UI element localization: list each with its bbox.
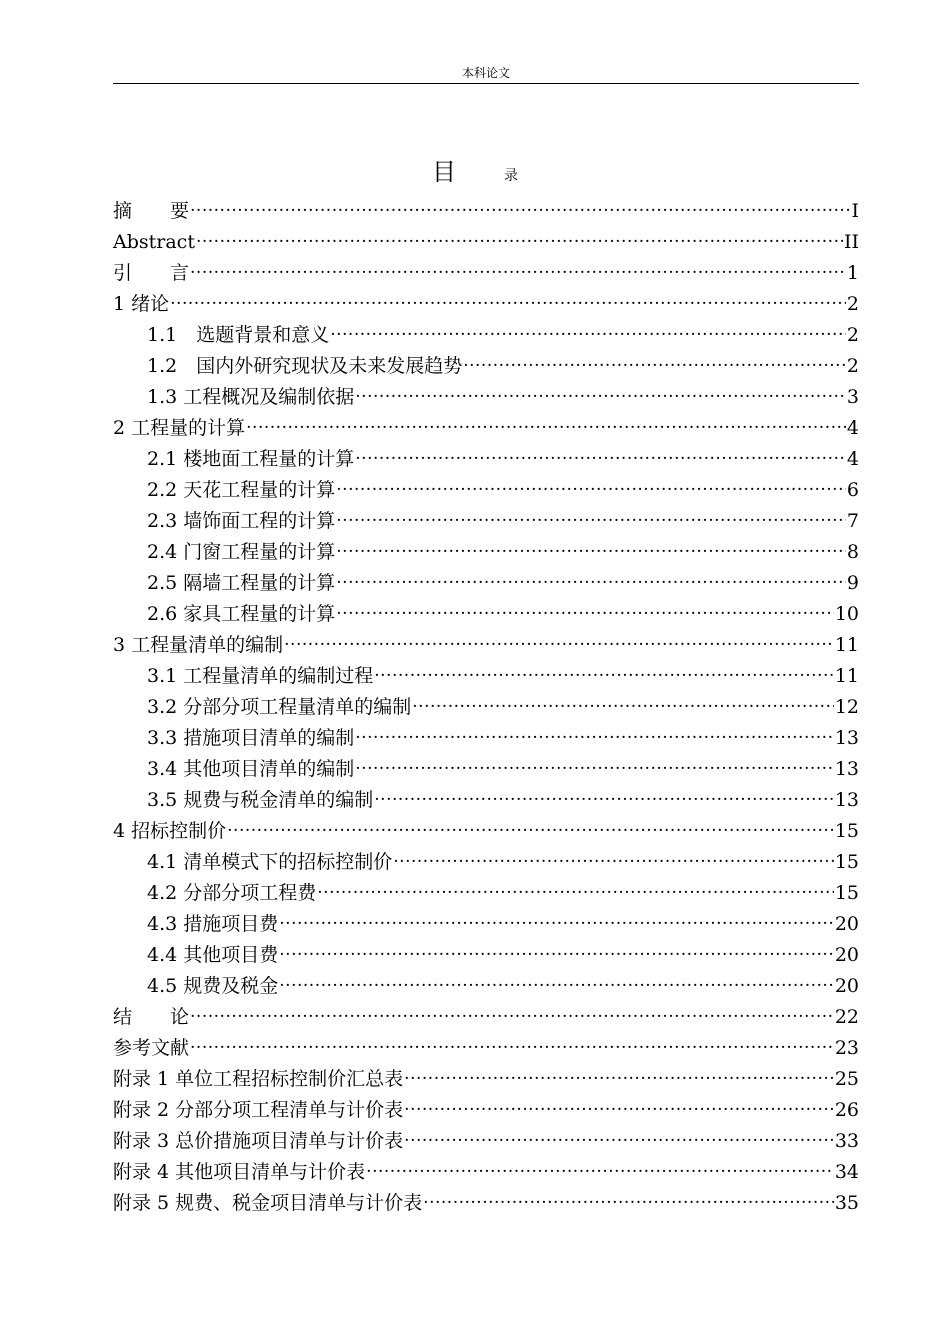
toc-entry-label: 4.3 措施项目费 <box>147 913 279 935</box>
toc-entry-label: Abstract <box>113 231 195 253</box>
toc-dot-leader <box>366 1147 834 1178</box>
toc-entry-page: 3 <box>846 386 859 408</box>
toc-entry-label: 2.1 楼地面工程量的计算 <box>147 448 355 470</box>
toc-entry-page: 4 <box>846 448 859 470</box>
toc-entry-page: 20 <box>834 975 859 997</box>
toc-entry-page: 15 <box>834 820 859 842</box>
toc-entry-label: 4.2 分部分项工程费 <box>147 882 317 904</box>
toc-entry-page: 13 <box>834 789 859 811</box>
toc-entry-page: 20 <box>834 913 859 935</box>
toc-entry[interactable] <box>113 310 859 346</box>
toc-entry-label: 3.5 规费与税金清单的编制 <box>147 789 374 811</box>
toc-entry-label: 4.4 其他项目费 <box>147 944 279 966</box>
toc-entry-label: 引 言 <box>113 262 190 284</box>
toc-dot-leader <box>279 899 834 930</box>
table-of-contents <box>113 186 859 1214</box>
toc-entry-page: 23 <box>834 1037 859 1059</box>
toc-dot-leader <box>404 1054 834 1085</box>
toc-entry-page: 35 <box>834 1192 859 1214</box>
toc-entry[interactable] <box>113 217 859 253</box>
toc-entry-label: 1 绪论 <box>113 293 170 315</box>
toc-entry-label: 参考文献 <box>113 1037 190 1059</box>
toc-dot-leader <box>355 713 834 744</box>
toc-entry-page: 9 <box>846 572 859 594</box>
toc-dot-leader <box>190 1023 834 1054</box>
toc-entry-page: 2 <box>846 355 859 377</box>
toc-entry-label: 3.1 工程量清单的编制过程 <box>147 665 374 687</box>
toc-entry-label: 摘 要 <box>113 200 190 222</box>
toc-dot-leader <box>404 1085 834 1116</box>
toc-dot-leader <box>404 1116 834 1147</box>
toc-entry-label: 1.3 工程概况及编制依据 <box>147 386 355 408</box>
toc-dot-leader <box>336 527 846 558</box>
toc-dot-leader <box>393 837 834 868</box>
toc-entry-page: 4 <box>846 417 859 439</box>
toc-entry-page: 12 <box>834 696 859 718</box>
toc-entry-page: 2 <box>846 324 859 346</box>
toc-dot-leader <box>336 589 834 620</box>
toc-dot-leader <box>374 775 834 806</box>
toc-entry-label: 2 工程量的计算 <box>113 417 246 439</box>
toc-entry-label: 3.3 措施项目清单的编制 <box>147 727 355 749</box>
page-header: 本科论文 <box>461 66 510 80</box>
toc-entry[interactable] <box>113 248 859 284</box>
toc-entry-page: 6 <box>846 479 859 501</box>
toc-entry-label: 4.1 清单模式下的招标控制价 <box>147 851 393 873</box>
toc-title <box>0 152 950 187</box>
toc-entry-label: 附录 2 分部分项工程清单与计价表 <box>113 1099 404 1121</box>
toc-entry-page: 20 <box>834 944 859 966</box>
toc-entry-page: 11 <box>834 665 859 687</box>
toc-dot-leader <box>190 186 850 217</box>
toc-entry-label: 2.6 家具工程量的计算 <box>147 603 336 625</box>
toc-entry-page: 15 <box>834 882 859 904</box>
header-divider <box>113 83 859 84</box>
toc-title-main: 目 <box>432 158 456 186</box>
toc-entry-label: 3 工程量清单的编制 <box>113 634 284 656</box>
toc-entry-label: 2.2 天花工程量的计算 <box>147 479 336 501</box>
toc-entry-label: 附录 1 单位工程招标控制价汇总表 <box>113 1068 404 1090</box>
toc-dot-leader <box>170 279 846 310</box>
toc-entry-page: 1 <box>846 262 859 284</box>
toc-entry-page: 25 <box>834 1068 859 1090</box>
toc-dot-leader <box>246 403 846 434</box>
toc-dot-leader <box>330 310 846 341</box>
toc-dot-leader <box>412 682 834 713</box>
toc-dot-leader <box>336 558 846 589</box>
toc-entry-page: 8 <box>846 541 859 563</box>
toc-entry[interactable] <box>113 1054 859 1090</box>
toc-dot-leader <box>355 744 834 775</box>
toc-entry-label: 3.2 分部分项工程量清单的编制 <box>147 696 412 718</box>
toc-dot-leader <box>196 217 843 248</box>
toc-entry-page: II <box>843 231 859 253</box>
toc-entry-page: 26 <box>834 1099 859 1121</box>
toc-entry-label: 结 论 <box>113 1006 190 1028</box>
toc-entry[interactable] <box>113 992 859 1028</box>
toc-dot-leader <box>190 248 846 279</box>
toc-entry-page: 11 <box>834 634 859 656</box>
toc-dot-leader <box>336 496 846 527</box>
toc-entry-label: 附录 3 总价措施项目清单与计价表 <box>113 1130 404 1152</box>
toc-title-sub: 录 <box>504 168 518 184</box>
toc-entry-page: 7 <box>846 510 859 532</box>
toc-entry-label: 3.4 其他项目清单的编制 <box>147 758 355 780</box>
toc-dot-leader <box>284 620 834 651</box>
toc-entry-label: 2.4 门窗工程量的计算 <box>147 541 336 563</box>
toc-entry-page: 13 <box>834 758 859 780</box>
toc-entry[interactable] <box>113 1023 859 1059</box>
toc-dot-leader <box>279 961 834 992</box>
toc-dot-leader <box>227 806 834 837</box>
toc-entry-label: 附录 4 其他项目清单与计价表 <box>113 1161 366 1183</box>
toc-entry-label: 1.1 选题背景和意义 <box>147 324 330 346</box>
toc-dot-leader <box>355 434 846 465</box>
toc-entry-page: 2 <box>846 293 859 315</box>
toc-entry-page: 10 <box>834 603 859 625</box>
toc-entry-label: 2.5 隔墙工程量的计算 <box>147 572 336 594</box>
toc-entry[interactable] <box>113 279 859 315</box>
toc-entry-label: 2.3 墙饰面工程的计算 <box>147 510 336 532</box>
toc-entry[interactable] <box>113 186 859 222</box>
toc-entry-label: 4 招标控制价 <box>113 820 227 842</box>
toc-entry-page: 33 <box>834 1130 859 1152</box>
toc-dot-leader <box>190 992 834 1023</box>
toc-entry-page: I <box>851 200 859 222</box>
toc-entry-page: 15 <box>834 851 859 873</box>
toc-dot-leader <box>374 651 834 682</box>
toc-dot-leader <box>336 465 846 496</box>
toc-dot-leader <box>423 1178 834 1209</box>
toc-entry-page: 22 <box>834 1006 859 1028</box>
toc-entry-label: 1.2 国内外研究现状及未来发展趋势 <box>147 355 463 377</box>
toc-dot-leader <box>317 868 834 899</box>
toc-dot-leader <box>463 341 846 372</box>
toc-entry-page: 34 <box>834 1161 859 1183</box>
toc-entry-label: 4.5 规费及税金 <box>147 975 279 997</box>
toc-entry-page: 13 <box>834 727 859 749</box>
toc-entry-label: 附录 5 规费、税金项目清单与计价表 <box>113 1192 423 1214</box>
toc-dot-leader <box>279 930 834 961</box>
toc-dot-leader <box>355 372 846 403</box>
